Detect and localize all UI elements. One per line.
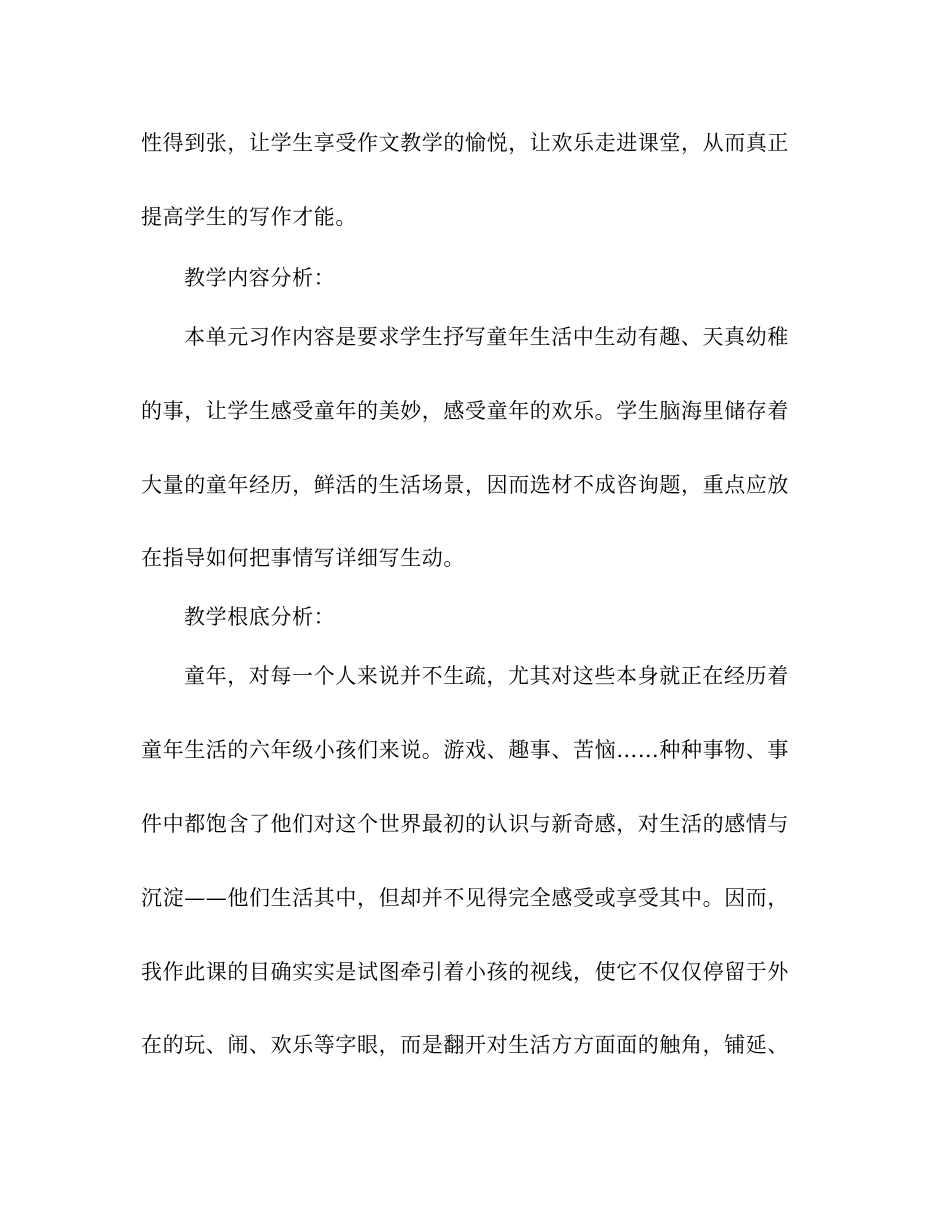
text-line-10: 童年生活的六年级小孩们来说。游戏、趣事、苦恼……种种事物、事 [141,738,789,762]
section-heading-basis-analysis: 教学根底分析： [184,605,336,629]
text-line-14: 在的玩、闹、欢乐等字眼，而是翻开对生活方方面面的触角，铺延、 [141,1033,789,1057]
text-line-1: 性得到张，让学生享受作文教学的愉悦，让欢乐走进课堂，从而真正 [141,131,789,155]
text-line-11: 件中都饱含了他们对这个世界最初的认识与新奇感，对生活的感情与 [141,812,789,836]
text-line-9: 童年，对每一个人来说并不生疏，尤其对这些本身就正在经历着 [184,664,789,688]
text-line-13: 我作此课的目确实实是试图牵引着小孩的视线，使它不仅仅停留于外 [141,960,789,984]
section-heading-content-analysis: 教学内容分析： [184,266,336,290]
text-line-2: 提高学生的写作才能。 [141,205,357,229]
text-line-5: 的事，让学生感受童年的美妙，感受童年的欢乐。学生脑海里储存着 [141,399,789,423]
text-line-6: 大量的童年经历，鲜活的生活场景，因而选材不成咨询题，重点应放 [141,473,789,497]
text-line-4: 本单元习作内容是要求学生抒写童年生活中生动有趣、天真幼稚 [184,325,789,349]
text-line-7: 在指导如何把事情写详细写生动。 [141,546,465,570]
text-line-12: 沉淀——他们生活其中，但却并不见得完全感受或享受其中。因而， [141,886,789,910]
